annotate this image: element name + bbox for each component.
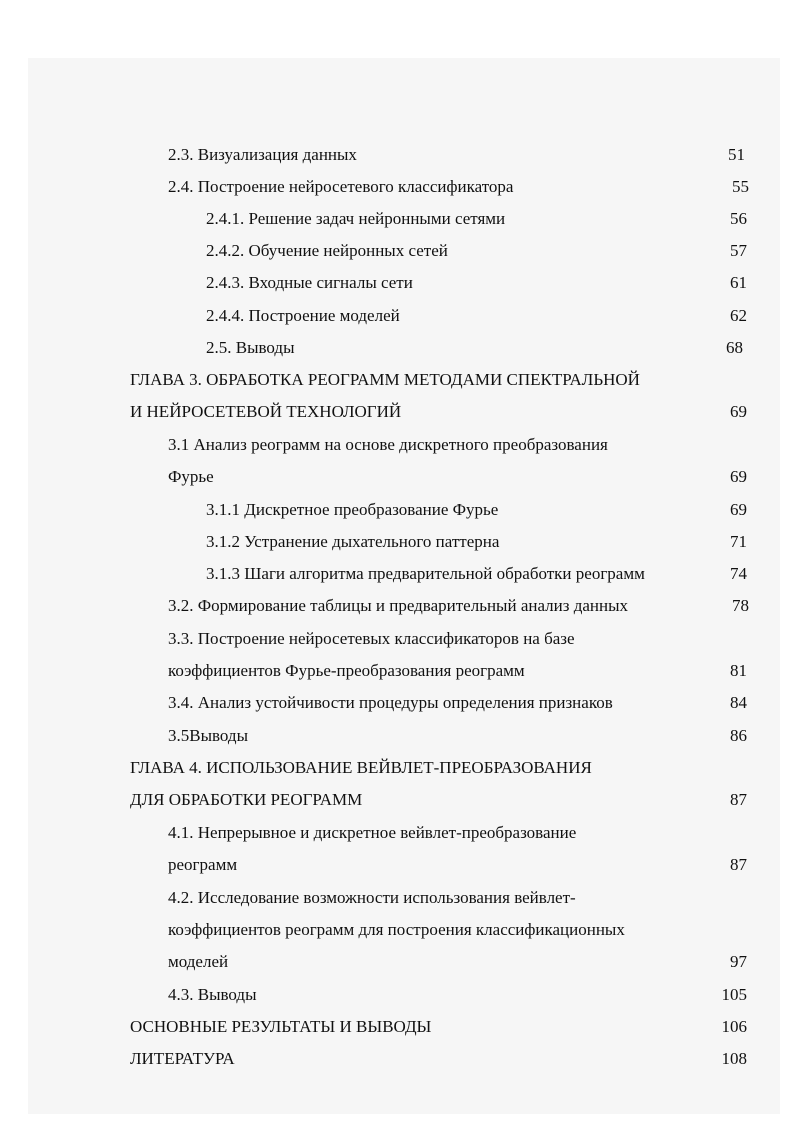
toc-entry-text: коэффициентов реограмм для построения классификационных xyxy=(168,920,625,939)
toc-entry-text: 3.1.3 Шаги алгоритма предварительной обработки реограмм xyxy=(206,564,645,583)
toc-entry-text: 3.1 Анализ реограмм на основе дискретного преобразования xyxy=(168,435,608,454)
toc-entry-page: 69 xyxy=(730,467,747,486)
toc-entry-page: 108 xyxy=(721,1049,747,1068)
toc-entry-text: 2.4.4. Построение моделей xyxy=(206,306,400,325)
toc-entry-page: 74 xyxy=(730,564,747,583)
toc-entry-text: 2.4.1. Решение задач нейронными сетями xyxy=(206,209,506,228)
toc-chapter-title: ГЛАВА 3. ОБРАБОТКА РЕОГРАММ МЕТОДАМИ СПЕКТРАЛЬНОЙ xyxy=(130,370,640,389)
toc-chapter-title: ГЛАВА 4. ИСПОЛЬЗОВАНИЕ ВЕЙВЛЕТ-ПРЕОБРАЗОВАНИЯ xyxy=(130,758,592,777)
toc-entry-text: 3.2. Формирование таблицы и предварительный анализ данных xyxy=(168,596,629,615)
toc-entry-text: 4.3. Выводы xyxy=(168,985,257,1004)
toc-entry-text: Фурье xyxy=(168,467,214,486)
toc-entry-page: 69 xyxy=(730,500,747,519)
toc-chapter-title: И НЕЙРОСЕТЕВОЙ ТЕХНОЛОГИЙ xyxy=(130,402,402,421)
toc-entry-page: 68 xyxy=(726,338,743,357)
toc-entry-text: реограмм xyxy=(168,855,238,874)
toc-entry-page: 69 xyxy=(730,402,747,421)
toc-entry-page: 84 xyxy=(730,693,747,712)
toc-entry-page: 97 xyxy=(730,952,747,971)
toc-section-title: ОСНОВНЫЕ РЕЗУЛЬТАТЫ И ВЫВОДЫ xyxy=(130,1017,432,1036)
toc-entry-text: 2.3. Визуализация данных xyxy=(168,145,357,164)
toc-entry-text: 3.4. Анализ устойчивости процедуры определения признаков xyxy=(168,693,613,712)
toc-entry-text: 4.2. Исследование возможности использования вейвлет- xyxy=(168,888,576,907)
toc-entry-text: 2.4.2. Обучение нейронных сетей xyxy=(206,241,448,260)
toc-entry-text: 2.4. Построение нейросетевого классификатора xyxy=(168,177,514,196)
toc-entry-page: 87 xyxy=(730,790,747,809)
toc-entry-page: 86 xyxy=(730,726,747,745)
toc-section-title: ЛИТЕРАТУРА xyxy=(130,1049,235,1068)
toc-entry-text: 3.1.1 Дискретное преобразование Фурье xyxy=(206,500,499,519)
toc-entry-text: 2.4.3. Входные сигналы сети xyxy=(206,273,413,292)
toc-entry-page: 62 xyxy=(730,306,747,325)
toc-entry-text: 2.5. Выводы xyxy=(206,338,295,357)
toc-entry-page: 57 xyxy=(730,241,747,260)
toc-entry-page: 105 xyxy=(721,985,747,1004)
toc-entry-page: 61 xyxy=(730,273,747,292)
toc-entry-page: 51 xyxy=(728,145,745,164)
toc-entry-page: 81 xyxy=(730,661,747,680)
toc-entry-text: коэффициентов Фурье-преобразования реограмм xyxy=(168,661,525,680)
toc-entry-page: 55 xyxy=(732,177,749,196)
toc-entry-text: 4.1. Непрерывное и дискретное вейвлет-преобразование xyxy=(168,823,577,842)
toc-entry-page: 78 xyxy=(732,596,749,615)
toc-entry-page: 56 xyxy=(730,209,747,228)
toc-entry-page: 71 xyxy=(730,532,747,551)
toc-entry-text: 3.3. Построение нейросетевых классификаторов на базе xyxy=(168,629,575,648)
toc-entry-page: 106 xyxy=(721,1017,747,1036)
toc-entry-text: 3.1.2 Устранение дыхательного паттерна xyxy=(206,532,500,551)
toc-entry-text: моделей xyxy=(168,952,229,971)
toc-entry-text: 3.5Выводы xyxy=(168,726,249,745)
toc-entry-page: 87 xyxy=(730,855,747,874)
toc-chapter-title: ДЛЯ ОБРАБОТКИ РЕОГРАММ xyxy=(130,790,363,809)
